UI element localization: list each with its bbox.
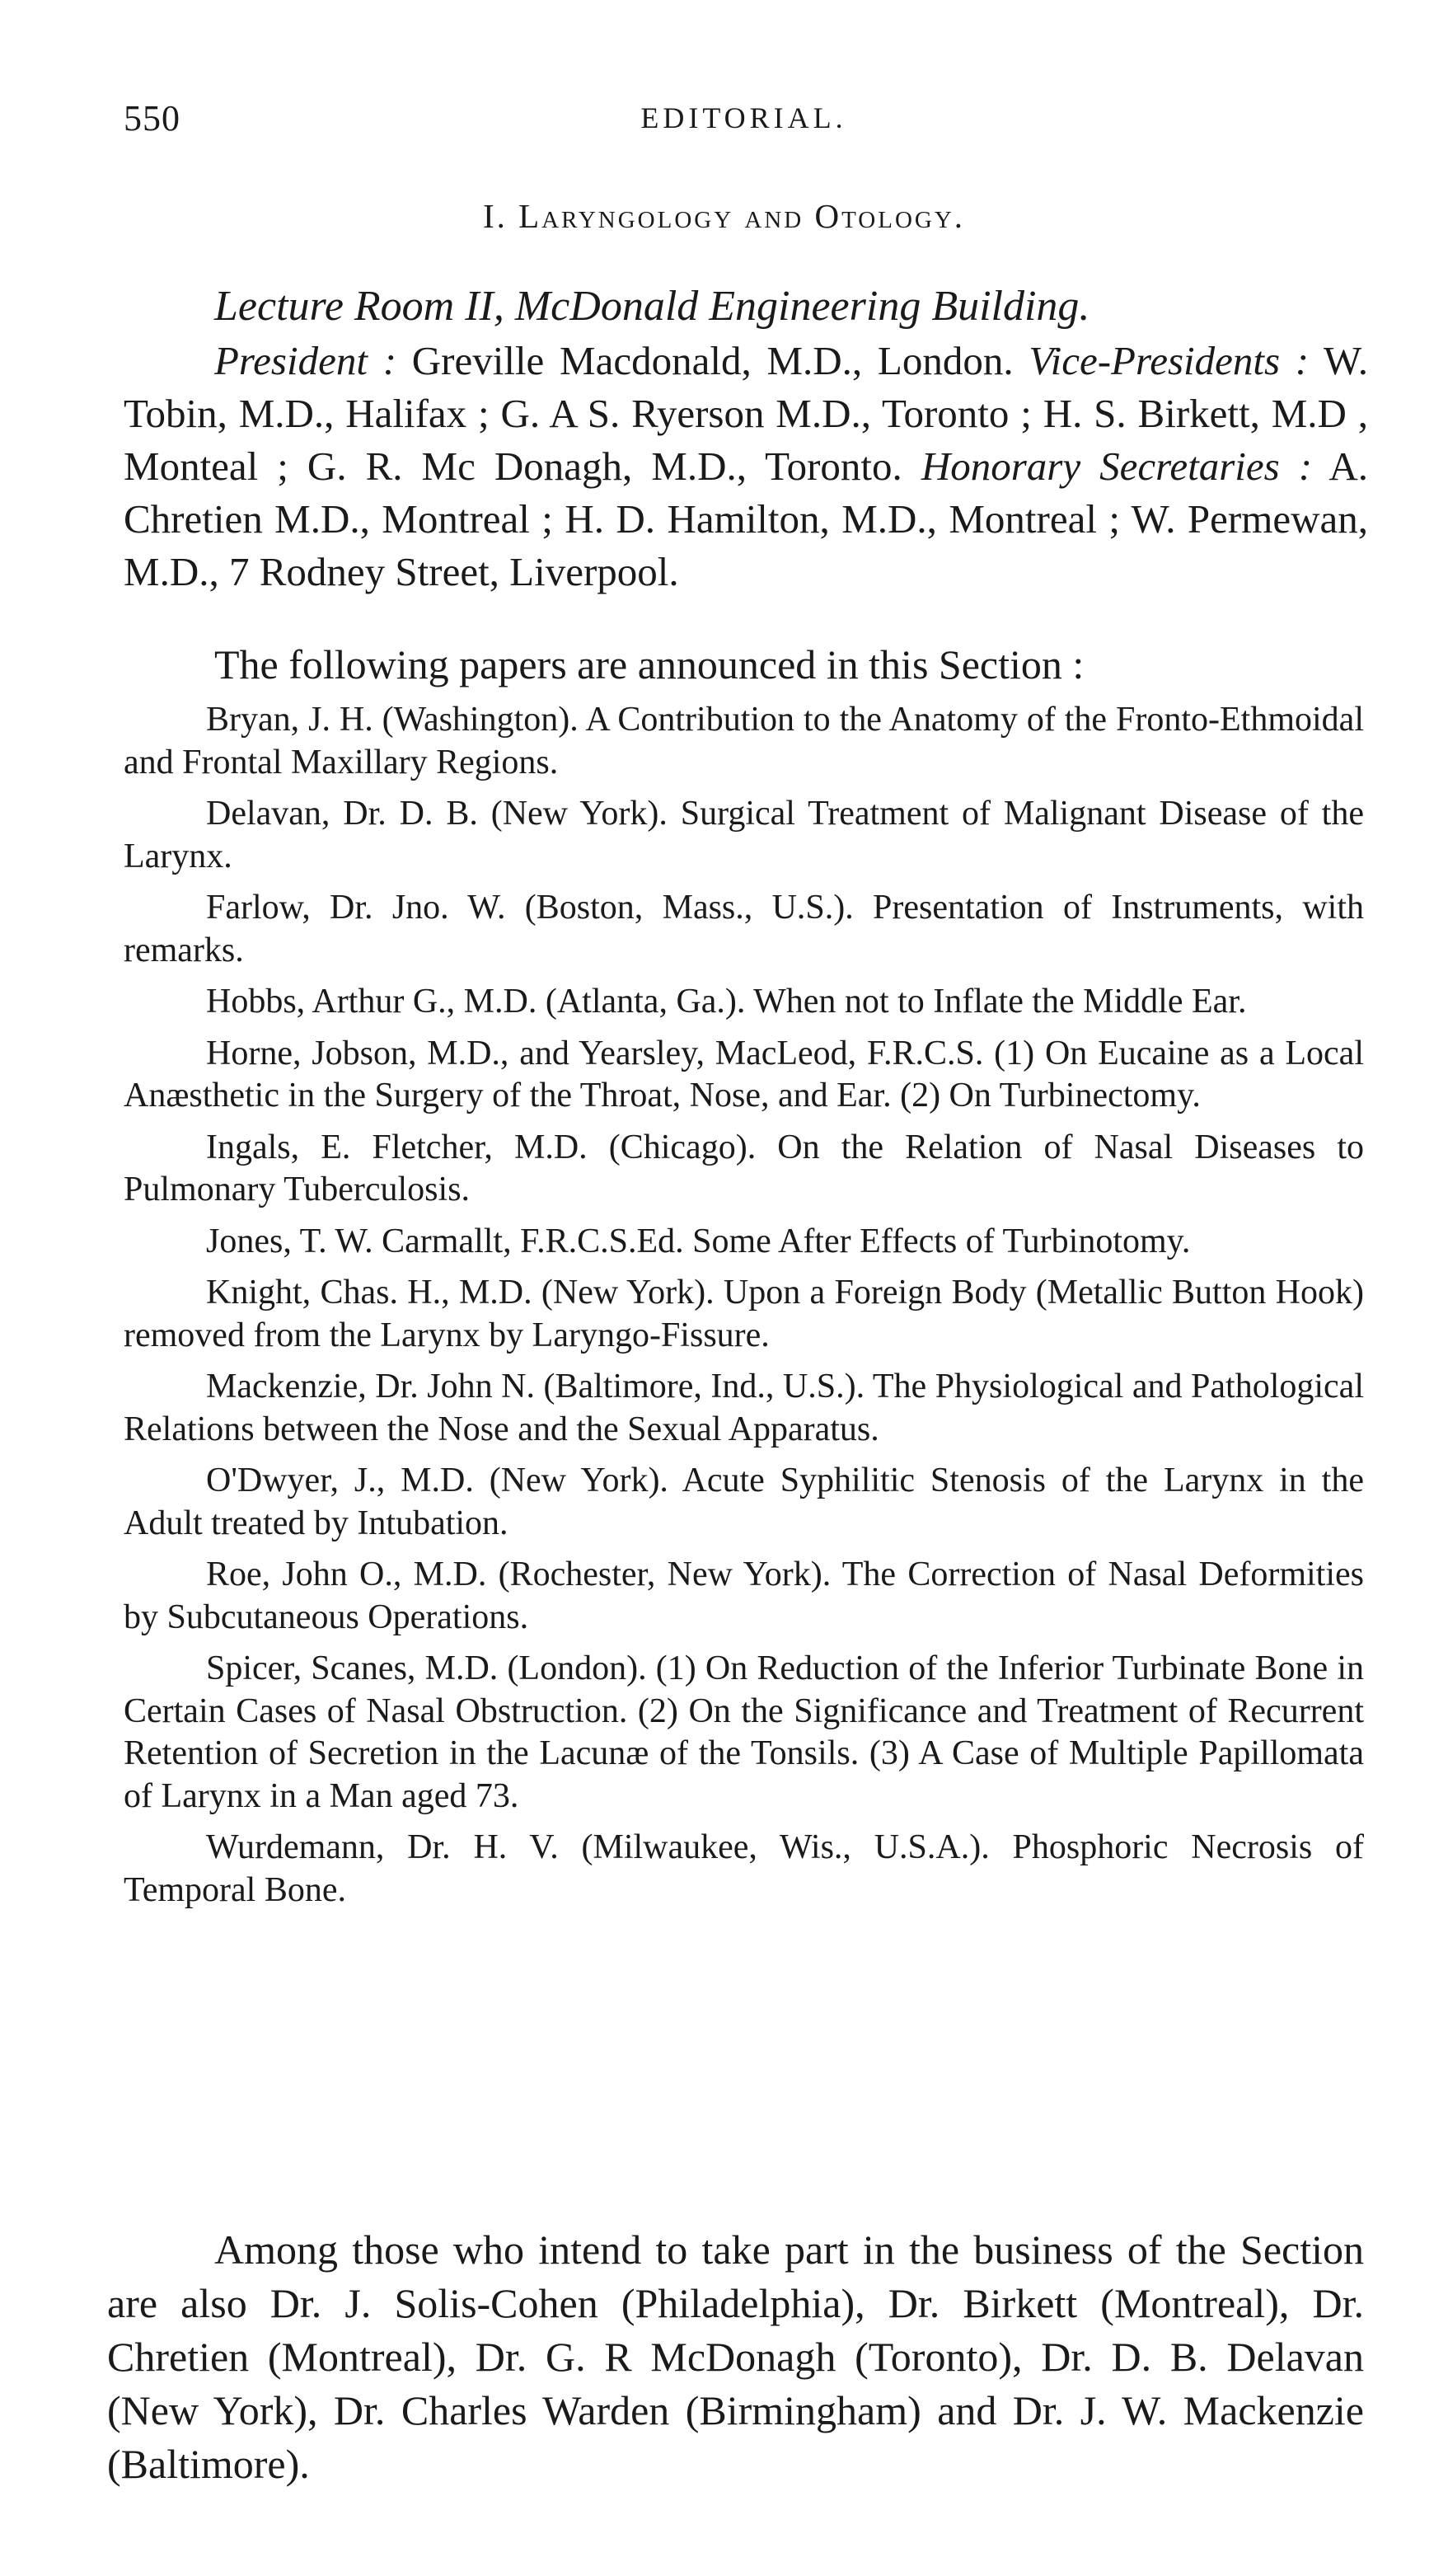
running-title: EDITORIAL. [640,101,847,134]
section-title: I. Laryngology and Otology. [482,197,966,235]
president-name: Greville Macdonald, M.D., London. [411,338,1014,383]
paper-entry: Spicer, Scanes, M.D. (London). (1) On Reduction of the Inferior Turbinate Bone in Certain Cases of Nasal Obstruction. (2) On the Significance and Treatment of Recurrent Retention of Secretion in the Lacunæ of the Tonsils. (3) A Case of Multiple Papillomata of Larynx in a Man aged 73. [124,1649,1364,1815]
paper-entry: Farlow, Dr. Jno. W. (Boston, Mass., U.S.). Presentation of Instruments, with remarks. [124,889,1364,969]
paper-entry: Mackenzie, Dr. John N. (Baltimore, Ind., U.S.). The Physiological and Pathological Relations between the Nose and the Sexual Apparatus. [124,1368,1364,1448]
paper-entry: Jones, T. W. Carmallt, F.R.C.S.Ed. Some After Effects of Turbinotomy. [206,1222,1191,1260]
secretaries-label: Honorary Secretaries : [921,443,1313,489]
paper-entry: Delavan, Dr. D. B. (New York). Surgical Treatment of Malignant Disease of the Larynx. [124,795,1364,875]
paper-entry: O'Dwyer, J., M.D. (New York). Acute Syphilitic Stenosis of the Larynx in the Adult treated by Intubation. [124,1462,1364,1542]
secretaries-names: A. Chretien M.D., Montreal ; H. D. Hamilton, M.D., Montreal ; W. Permewan, M.D., 7 Rodney Street, Liverpool. [124,443,1368,594]
papers-list [124,699,1364,1921]
paper-entry: Bryan, J. H. (Washington). A Contribution to the Anatomy of the Fronto-Ethmoidal and Frontal Maxillary Regions. [124,701,1364,781]
paper-entry: Knight, Chas. H., M.D. (New York). Upon a Foreign Body (Metallic Button Hook) removed from the Larynx by Laryngo-Fissure. [124,1274,1364,1354]
officers-paragraph [124,335,1368,598]
vice-presidents-names: W. Tobin, M.D., Halifax ; G. A S. Ryerson M.D., Toronto ; H. S. Birkett, M.D , Monteal ; G. R. Mc Donagh, M.D., Toronto. [124,338,1369,489]
paper-entry: Wurdemann, Dr. H. V. (Milwaukee, Wis., U.S.A.). Phosphoric Necrosis of Temporal Bone. [124,1828,1364,1909]
paper-entry: Hobbs, Arthur G., M.D. (Atlanta, Ga.). When not to Inflate the Middle Ear. [206,983,1247,1021]
page-number: 550 [124,98,180,138]
paper-entry: Ingals, E. Fletcher, M.D. (Chicago). On the Relation of Nasal Diseases to Pulmonary Tuberculosis. [124,1128,1364,1208]
papers-intro: The following papers are announced in this Section : [214,641,1085,687]
closing-paragraph: Among those who intend to take part in the business of the Section are also Dr. J. Solis-Cohen (Philadelphia), Dr. Birkett (Montreal), Dr. Chretien (Montreal), Dr. G. R McDonagh (Toronto), Dr. D. B. Delavan (New York), Dr. Charles Warden (Birmingham) and Dr. J. W. Mackenzie (Baltimore). [107,2226,1364,2487]
paper-entry: Horne, Jobson, M.D., and Yearsley, MacLeod, F.R.C.S. (1) On Eucaine as a Local Anæsthetic in the Surgery of the Throat, Nose, and Ear. (2) On Turbinectomy. [124,1034,1364,1114]
paper-entry: Roe, John O., M.D. (Rochester, New York). The Correction of Nasal Deformities by Subcutaneous Operations. [124,1555,1364,1636]
running-head [124,97,1364,147]
venue-line: Lecture Room II, McDonald Engineering Building. [214,283,1090,330]
vice-presidents-label: Vice-Presidents : [1029,338,1310,383]
president-label: President : [214,338,397,383]
